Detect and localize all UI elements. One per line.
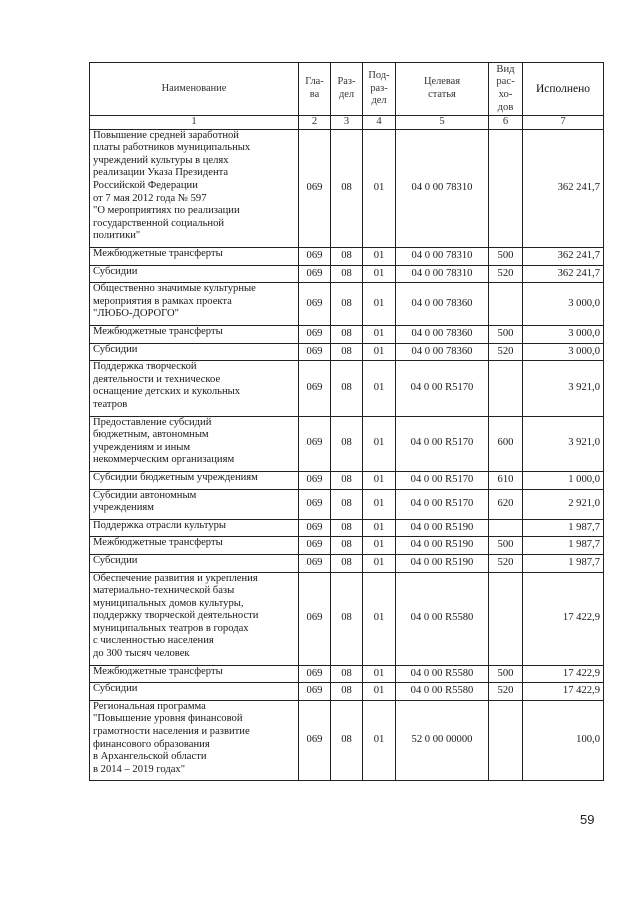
row-ispolneno: 362 241,7 [523,129,604,247]
row-name: Предоставление субсидий бюджетным, автономным учреждениям и иным некоммерческим организациям [90,416,299,471]
row-name: Межбюджетные трансферты [90,247,299,265]
row-podrazdel: 01 [363,129,396,247]
table-row [90,343,604,361]
row-tselevaya-statya: 04 0 00 78310 [396,129,489,247]
row-razdel: 08 [331,265,363,283]
row-vid-raskhodov [489,283,523,326]
row-glava: 069 [299,247,331,265]
row-tselevaya-statya: 04 0 00 78360 [396,283,489,326]
row-glava: 069 [299,265,331,283]
table-row [90,700,604,781]
row-ispolneno: 1 987,7 [523,537,604,555]
table-row [90,129,604,247]
row-glava: 069 [299,361,331,416]
row-podrazdel: 01 [363,489,396,519]
row-name: Субсидии автономным учреждениям [90,489,299,519]
row-glava: 069 [299,519,331,537]
row-podrazdel: 01 [363,247,396,265]
table-header-row [90,63,604,116]
table-row [90,683,604,701]
table-row [90,665,604,683]
row-podrazdel: 01 [363,325,396,343]
row-podrazdel: 01 [363,343,396,361]
row-vid-raskhodov: 610 [489,471,523,489]
row-glava: 069 [299,325,331,343]
row-podrazdel: 01 [363,700,396,781]
row-vid-raskhodov: 500 [489,325,523,343]
row-razdel: 08 [331,489,363,519]
table-row [90,489,604,519]
header-podrazdel: Под- раз- дел [363,63,396,116]
row-glava: 069 [299,283,331,326]
row-name: Региональная программа "Повышение уровня финансовой грамотности населения и развитие финансового образования в Архангельской области в 2014 – 2019 годах" [90,700,299,781]
row-tselevaya-statya: 04 0 00 R5580 [396,572,489,665]
row-razdel: 08 [331,129,363,247]
row-ispolneno: 17 422,9 [523,665,604,683]
header-vid-raskhodov: Вид рас- хо- дов [489,63,523,116]
row-tselevaya-statya: 04 0 00 78310 [396,265,489,283]
row-razdel: 08 [331,283,363,326]
column-number: 7 [523,116,604,130]
row-podrazdel: 01 [363,416,396,471]
row-podrazdel: 01 [363,519,396,537]
header-tselevaya-statya: Целевая статья [396,63,489,116]
row-name: Субсидии [90,343,299,361]
table-row [90,519,604,537]
column-number: 6 [489,116,523,130]
row-name: Субсидии бюджетным учреждениям [90,471,299,489]
column-number: 3 [331,116,363,130]
row-tselevaya-statya: 04 0 00 R5190 [396,519,489,537]
row-glava: 069 [299,129,331,247]
row-glava: 069 [299,665,331,683]
row-razdel: 08 [331,343,363,361]
row-tselevaya-statya: 04 0 00 R5580 [396,683,489,701]
row-glava: 069 [299,416,331,471]
row-tselevaya-statya: 04 0 00 R5190 [396,554,489,572]
header-glava: Гла- ва [299,63,331,116]
row-podrazdel: 01 [363,471,396,489]
row-vid-raskhodov: 500 [489,537,523,555]
row-ispolneno: 17 422,9 [523,572,604,665]
row-vid-raskhodov: 520 [489,554,523,572]
row-glava: 069 [299,683,331,701]
header-ispolneno: Исполнено [523,63,604,116]
row-razdel: 08 [331,572,363,665]
row-tselevaya-statya: 04 0 00 R5170 [396,361,489,416]
row-vid-raskhodov: 520 [489,683,523,701]
row-podrazdel: 01 [363,537,396,555]
row-razdel: 08 [331,683,363,701]
row-vid-raskhodov: 500 [489,665,523,683]
row-tselevaya-statya: 04 0 00 R5580 [396,665,489,683]
table-row [90,283,604,326]
table-row [90,416,604,471]
row-glava: 069 [299,554,331,572]
row-name: Межбюджетные трансферты [90,325,299,343]
row-vid-raskhodov: 520 [489,343,523,361]
row-razdel: 08 [331,416,363,471]
row-glava: 069 [299,489,331,519]
row-razdel: 08 [331,554,363,572]
row-tselevaya-statya: 52 0 00 00000 [396,700,489,781]
table-row [90,554,604,572]
row-tselevaya-statya: 04 0 00 78360 [396,343,489,361]
row-vid-raskhodov [489,519,523,537]
table-row [90,361,604,416]
table-row [90,265,604,283]
row-glava: 069 [299,343,331,361]
row-ispolneno: 100,0 [523,700,604,781]
row-ispolneno: 1 987,7 [523,519,604,537]
row-ispolneno: 2 921,0 [523,489,604,519]
row-podrazdel: 01 [363,361,396,416]
row-tselevaya-statya: 04 0 00 R5170 [396,416,489,471]
row-vid-raskhodov: 500 [489,247,523,265]
column-number: 1 [90,116,299,130]
column-number: 2 [299,116,331,130]
row-ispolneno: 3 000,0 [523,325,604,343]
row-podrazdel: 01 [363,554,396,572]
row-vid-raskhodov [489,129,523,247]
row-name: Обеспечение развития и укрепления материально-технической базы муниципальных домов культуры, поддержку творческой деятельности муниципальных театров в городах с численностью населения до 300 тысяч человек [90,572,299,665]
row-name: Поддержка отрасли культуры [90,519,299,537]
header-name: Наименование [90,63,299,116]
row-razdel: 08 [331,361,363,416]
row-name: Межбюджетные трансферты [90,537,299,555]
row-tselevaya-statya: 04 0 00 R5170 [396,471,489,489]
row-podrazdel: 01 [363,665,396,683]
row-ispolneno: 362 241,7 [523,265,604,283]
header-razdel: Раз- дел [331,63,363,116]
row-ispolneno: 17 422,9 [523,683,604,701]
row-glava: 069 [299,537,331,555]
row-vid-raskhodov: 620 [489,489,523,519]
column-number-row [90,116,604,130]
row-ispolneno: 3 921,0 [523,361,604,416]
row-name: Межбюджетные трансферты [90,665,299,683]
column-number: 4 [363,116,396,130]
row-ispolneno: 362 241,7 [523,247,604,265]
row-podrazdel: 01 [363,283,396,326]
row-podrazdel: 01 [363,572,396,665]
table-row [90,537,604,555]
row-podrazdel: 01 [363,265,396,283]
row-tselevaya-statya: 04 0 00 78310 [396,247,489,265]
row-vid-raskhodov: 600 [489,416,523,471]
row-razdel: 08 [331,537,363,555]
table-row [90,325,604,343]
row-ispolneno: 1 000,0 [523,471,604,489]
row-glava: 069 [299,471,331,489]
column-number: 5 [396,116,489,130]
row-ispolneno: 1 987,7 [523,554,604,572]
row-name: Поддержка творческой деятельности и техническое оснащение детских и кукольных театров [90,361,299,416]
row-razdel: 08 [331,247,363,265]
row-glava: 069 [299,572,331,665]
table-row [90,247,604,265]
row-razdel: 08 [331,471,363,489]
row-tselevaya-statya: 04 0 00 R5170 [396,489,489,519]
table-row [90,471,604,489]
row-vid-raskhodov [489,700,523,781]
row-razdel: 08 [331,325,363,343]
row-tselevaya-statya: 04 0 00 78360 [396,325,489,343]
row-name: Субсидии [90,554,299,572]
row-glava: 069 [299,700,331,781]
row-vid-raskhodov: 520 [489,265,523,283]
row-name: Общественно значимые культурные мероприятия в рамках проекта "ЛЮБО-ДОРОГО" [90,283,299,326]
table-body [90,129,604,781]
row-ispolneno: 3 921,0 [523,416,604,471]
row-razdel: 08 [331,700,363,781]
row-razdel: 08 [331,665,363,683]
row-vid-raskhodov [489,361,523,416]
row-ispolneno: 3 000,0 [523,283,604,326]
row-name: Повышение средней заработной платы работников муниципальных учреждений культуры в целях реализации Указа Президента Российской Федерации от 7 мая 2012 года № 597 "О мероприятиях по реализации государственной социальной политики" [90,129,299,247]
row-ispolneno: 3 000,0 [523,343,604,361]
budget-table [89,62,604,781]
row-vid-raskhodov [489,572,523,665]
row-razdel: 08 [331,519,363,537]
row-name: Субсидии [90,265,299,283]
row-name: Субсидии [90,683,299,701]
row-tselevaya-statya: 04 0 00 R5190 [396,537,489,555]
page-number: 59 [580,812,595,827]
table-row [90,572,604,665]
row-podrazdel: 01 [363,683,396,701]
